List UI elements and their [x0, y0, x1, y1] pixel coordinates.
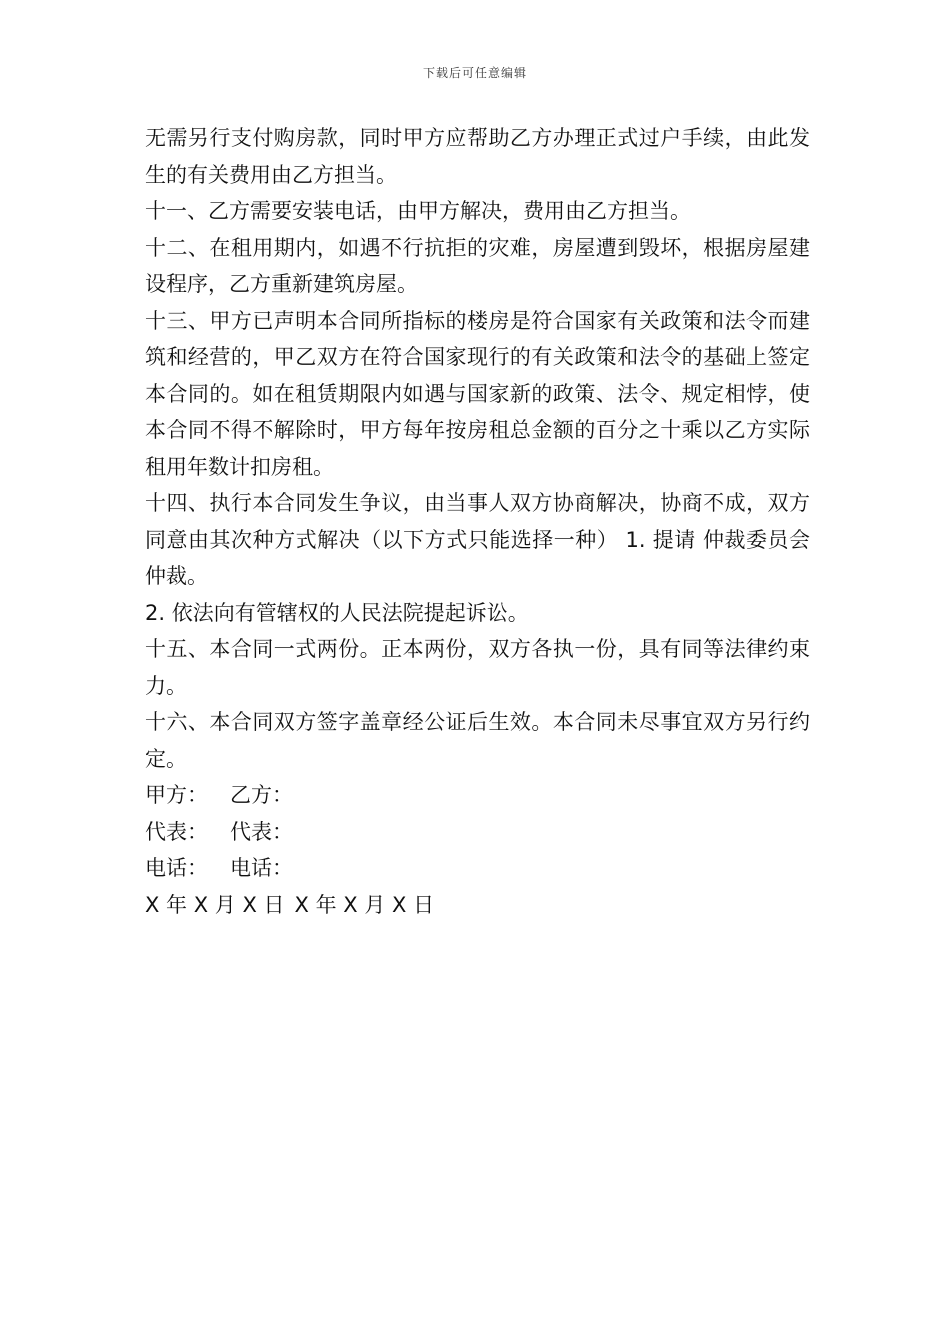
- date-a: X 年 X 月 X 日: [145, 892, 285, 917]
- party-a-label: 甲方：: [145, 783, 208, 807]
- paragraph-clause-12: 十二、在租用期内，如遇不行抗拒的灾难，房屋遭到毁坏，根据房屋建设程序，乙方重新建筑房屋。: [145, 235, 810, 296]
- signature-date-row: [145, 887, 810, 924]
- page-header-watermark: 下载后可任意编辑: [422, 66, 527, 80]
- rep-a-label: 代表：: [145, 819, 208, 844]
- contract-body: [145, 120, 810, 923]
- phone-b-label: 电话：: [230, 856, 293, 880]
- paragraph-clause-14: 十四、执行本合同发生争议，由当事人双方协商解决，协商不成，双方同意由其次种方式解决（以下方式只能选择一种） 1. 提请 仲裁委员会仲裁。: [145, 491, 810, 588]
- paragraph-clause-13: 十三、甲方已声明本合同所指标的楼房是符合国家有关政策和法令而建筑和经营的，甲乙双方在符合国家现行的有关政策和法令的基础上签定本合同的。如在租赁期限内如遇与国家新的政策、法令、规定相悖，使本合同不得不解除时，甲方每年按房租总金额的百分之十乘以乙方实际租用年数计扣房租。: [145, 308, 810, 479]
- paragraph-clause-15: 十五、本合同一式两份。正本两份，双方各执一份，具有同等法律约束力。: [145, 637, 810, 698]
- signature-party-row: [145, 777, 810, 814]
- signature-phone-row: [145, 850, 810, 887]
- paragraph-clause-11: 十一、乙方需要安装电话，由甲方解决，费用由乙方担当。: [145, 199, 691, 223]
- paragraph-clause-14-option-2: 2. 依法向有管辖权的人民法院提起诉讼。: [145, 600, 529, 625]
- paragraph-clause-16: 十六、本合同双方签字盖章经公证后生效。本合同未尽事宜双方另行约定。: [145, 710, 810, 771]
- rep-b-label: 代表：: [230, 819, 293, 844]
- signature-representative-row: [145, 814, 810, 851]
- date-b: X 年 X 月 X 日: [294, 892, 435, 917]
- paragraph-purchase-transfer: 无需另行支付购房款，同时甲方应帮助乙方办理正式过户手续，由此发生的有关费用由乙方担当。: [145, 126, 810, 187]
- phone-a-label: 电话：: [145, 856, 208, 880]
- party-b-label: 乙方：: [230, 783, 293, 807]
